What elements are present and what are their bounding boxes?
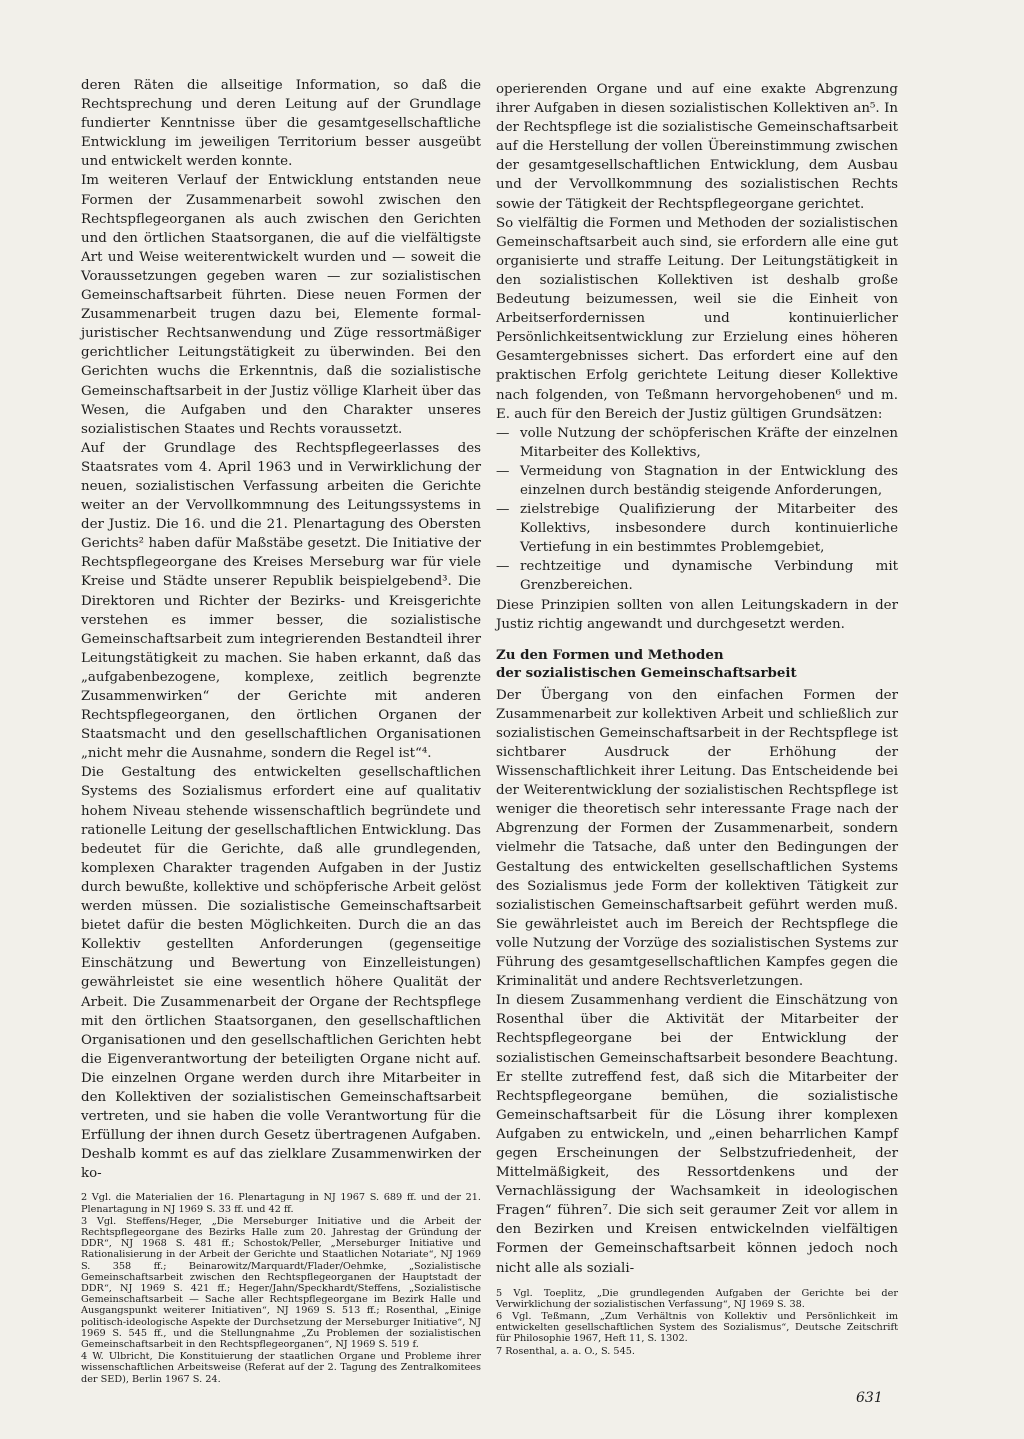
list-item: — Vermeidung von Stagnation in der Entwicklung des einzelnen durch beständig steigende Anforderungen, xyxy=(496,462,898,500)
left-column xyxy=(81,76,481,1386)
footnote: 6 Vgl. Teßmann, „Zum Verhältnis von Kollektiv und Persönlichkeit im entwickelten gesellschaftlichen System des Sozialismus“, Deutsche Zeitschrift für Philosophie 1967, Heft 11, S. 1302. xyxy=(496,1311,898,1345)
section-heading xyxy=(496,646,898,682)
body-paragraph: Die Gestaltung des entwickelten gesellschaftlichen Systems des Sozialismus erfordert eine auf qualitativ hohem Niveau stehende wissenschaftlich begründete und rationelle Leitung der gesellschaftlichen Entwicklung. Das bedeutet für die Gerichte, daß alle grundlegenden, komplexen Charakter tragenden Aufgaben in der Justiz durch bewußte, kollektive und schöpferische Arbeit gelöst werden müssen. Die sozialistische Gemeinschaftsarbeit bietet dafür die besten Möglichkeiten. Durch die an das Kollektiv gestellten Anforderungen (gegenseitige Einschätzung und Bewertung von Einzelleistungen) gewährleistet sie eine wesentlich höhere Qualität der Arbeit. Die Zusammenarbeit der Organe der Rechtspflege mit den örtlichen Staatsorganen, den gesellschaftlichen Organisationen und den gesellschaftlichen Gerichten hebt die Eigenverantwortung der beteiligten Organe nicht auf. Die einzelnen Organe werden durch ihre Mitarbeiter in den Kollektiven der sozialistischen Gemeinschaftsarbeit vertreten, und sie haben die volle Verantwortung für die Erfüllung der ihnen durch Gesetz übertragenen Aufgaben. Deshalb kommt es auf das zielklare Zusammenwirken der ko- xyxy=(81,765,481,1182)
body-paragraph: Diese Prinzipien sollten von allen Leitungskadern in der Justiz richtig angewandt und durchgesetzt werden. xyxy=(496,597,898,632)
footnotes-right xyxy=(496,1288,898,1357)
list-item: — zielstrebige Qualifizierung der Mitarbeiter des Kollektivs, insbesondere durch kontinuierliche Vertiefung in ein bestimmtes Problemgebiet, xyxy=(496,500,898,557)
footnote: 3 Vgl. Steffens/Heger, „Die Merseburger Initiative und die Arbeit der Rechtspflegeorgane des Bezirks Halle zum 20. Jahrestag der Gründung der DDR“, NJ 1968 S. 481 ff.; Schostok/Peller, „Merseburger Initiative und Rationalisierung in der Arbeit der Gerichte und Staatlichen Notariate“, NJ 1969 S. 358 ff.; Beinarowitz/Marquardt/Flader/Oehmke, „Sozialistische Gemeinschaftsarbeit zwischen den Rechtspflegeorganen der Hauptstadt der DDR“, NJ 1969 S. 421 ff.; Heger/Jahn/Speckhardt/Steffens, „Sozialistische Gemeinschaftsarbeit — Sache aller Rechtspflegeorgane im Bezirk Halle und Ausgangspunkt weiterer Initiativen“, NJ 1969 S. 513 ff.; Rosenthal, „Einige politisch-ideologische Aspekte der Durchsetzung der Merseburger Initiative“, NJ 1969 S. 545 ff., und die Stellungnahme „Zu Problemen der sozialistischen Gemeinschaftsarbeit in den Rechtspflegeorganen“, NJ 1969 S. 519 f. xyxy=(81,1215,481,1351)
body-paragraph: deren Räten die allseitige Information, so daß die Rechtsprechung und deren Leitung auf der Grundlage fundierter Kenntnisse über die gesamtgesellschaftliche Entwicklung im jeweiligen Territorium besser ausgeübt und entwickelt werden konnte. xyxy=(81,78,481,170)
list-item: — rechtzeitige und dynamische Verbindung mit Grenzbereichen. xyxy=(496,557,898,595)
footnote: 2 Vgl. die Materialien der 16. Plenartagung in NJ 1967 S. 689 ff. und der 21. Plenartagung in NJ 1969 S. 33 ff. und 42 ff. xyxy=(81,1192,481,1215)
list-item: — volle Nutzung der schöpferischen Kräfte der einzelnen Mitarbeiter des Kollektivs, xyxy=(496,424,898,462)
body-paragraph: In diesem Zusammenhang verdient die Einschätzung von Rosenthal über die Aktivität der Mitarbeiter der Rechtspflegeorgane bei der Entwicklung der sozialistischen Gemeinschaftsarbeit besondere Beachtung. Er stellte zutreffend fest, daß sich die Mitarbeiter der Rechtspflegeorgane bemühen, die sozialistische Gemeinschaftsarbeit für die Lösung ihrer komplexen Aufgaben zu entwickeln, und „einen beharrlichen Kampf gegen Erscheinungen der Selbstzufriedenheit, der Mittelmäßigkeit, des Ressortdenkens und der Vernachlässigung der Wachsamkeit in ideologischen Fragen“ führen⁷. Die sich seit geraumer Zeit vor allem in den Bezirken und Kreisen entwickelnden vielfältigen Formen der Gemeinschaftsarbeit können jedoch noch nicht alle als soziali- xyxy=(496,993,898,1276)
body-paragraph: Im weiteren Verlauf der Entwicklung entstanden neue Formen der Zusammenarbeit sowohl zwischen den Rechtspflegeorganen als auch zwischen den Gerichten und den örtlichen Staatsorganen, die auf die vielfältigste Art und Weise weiterentwickelt wurden und — soweit die Voraussetzungen gegeben waren — zur sozialistischen Gemeinschaftsarbeit führten. Diese neuen Formen der Zusammenarbeit trugen dazu bei, Elemente formal-juristischer Rechtsanwendung und Züge ressortmäßiger gerichtlicher Leitungstätigkeit zu überwinden. Bei den Gerichten wuchs die Erkenntnis, daß die sozialistische Gemeinschaftsarbeit in der Justiz völlige Klarheit über das Wesen, die Aufgaben und den Charakter unseres sozialistischen Staates und Rechts voraussetzt. xyxy=(81,173,481,437)
body-paragraph: operierenden Organe und auf eine exakte Abgrenzung ihrer Aufgaben in diesen sozialistischen Kollektiven an⁵. In der Rechtspflege ist die sozialistische Gemeinschaftsarbeit auf die Herstellung der vollen Übereinstimmung zwischen der gesamtgesellschaftlichen Entwicklung, dem Ausbau und der Vervollkommnung des sozialistischen Rechts sowie der Tätigkeit der Rechtspflegeorgane gerichtet. xyxy=(496,82,898,212)
footnote: 7 Rosenthal, a. a. O., S. 545. xyxy=(496,1345,635,1357)
section-heading-line2: der sozialistischen Gemeinschaftsarbeit xyxy=(496,664,797,681)
page-number: 631 xyxy=(856,1390,883,1406)
body-paragraph: So vielfältig die Formen und Methoden der sozialistischen Gemeinschaftsarbeit auch sind, sie erfordern alle eine gut organisierte und straffe Leitung. Der Leitungstätigkeit in den sozialistischen Kollektiven ist deshalb große Bedeutung beizumessen, weil sie die Einheit von Arbeitserfordernissen und kontinuierlicher Persönlichkeitsentwicklung zur Erzielung eines höheren Gesamtergebnisses sichert. Das erfordert eine auf den praktischen Erfolg gerichtete Leitung dieser Kollektive nach folgenden, von Teßmann hervorgehobenen⁶ und m. E. auch für den Bereich der Justiz gültigen Grundsätzen: xyxy=(496,215,898,422)
right-column xyxy=(496,80,898,1358)
footnotes-left xyxy=(81,1192,481,1384)
footnote: 4 W. Ulbricht, Die Konstituierung der staatlichen Organe und Probleme ihrer wissenschaftlichen Arbeitsweise (Referat auf der 2. Tagung des Zentralkomitees der SED), Berlin 1967 S. 24. xyxy=(81,1351,481,1385)
body-paragraph: Auf der Grundlage des Rechtspflegeerlasses des Staatsrates vom 4. April 1963 und in Verwirklichung der neuen, sozialistischen Verfassung arbeiten die Gerichte weiter an der Vervollkommnung des Leitungssystems in der Justiz. Die 16. und die 21. Plenartagung des Obersten Gerichts² haben dafür Maßstäbe gesetzt. Die Initiative der Rechtspflegeorgane des Kreises Merseburg war für viele Kreise und Städte unserer Republik beispielgebend³. Die Direktoren und Richter der Bezirks- und Kreisgerichte verstehen es immer besser, die sozialistische Gemeinschaftsarbeit zum integrierenden Bestandteil ihrer Leitungstätigkeit zu machen. Sie haben erkannt, daß das „aufgabenbezogene, komplexe, zeitlich begrenzte Zusammenwirken“ der Gerichte mit anderen Rechtspflegeorganen, den örtlichen Organen der Staatsmacht und den gesellschaftlichen Organisationen „nicht mehr die Ausnahme, sondern die Regel ist“⁴. xyxy=(81,440,481,762)
body-paragraph: Der Übergang von den einfachen Formen der Zusammenarbeit zur kollektiven Arbeit und schließlich zur sozialistischen Gemeinschaftsarbeit in der Rechtspflege ist sichtbarer Ausdruck der Erhöhung der Wissenschaftlichkeit ihrer Leitung. Das Entscheidende bei der Weiterentwicklung der sozialistischen Rechtspflege ist weniger die theoretisch sehr interessante Frage nach der Abgrenzung der Formen der Zusammenarbeit, sondern vielmehr die Tatsache, daß unter den Bedingungen der Gestaltung des entwickelten gesellschaftlichen Systems des Sozialismus jede Form der kollektiven Tätigkeit zur sozialistischen Gemeinschaftsarbeit geführt werden muß. Sie gewährleistet auch im Bereich der Rechtspflege die volle Nutzung der Vorzüge des sozialistischen Systems zur Führung des gesamtgesellschaftlichen Kampfes gegen die Kriminalität und andere Rechtsverletzungen. xyxy=(496,687,898,990)
footnote: 5 Vgl. Toeplitz, „Die grundlegenden Aufgaben der Gerichte bei der Verwirklichung der sozialistischen Verfassung“, NJ 1969 S. 38. xyxy=(496,1287,898,1310)
section-heading-line1: Zu den Formen und Methoden xyxy=(496,646,724,663)
principles-list xyxy=(496,424,898,596)
